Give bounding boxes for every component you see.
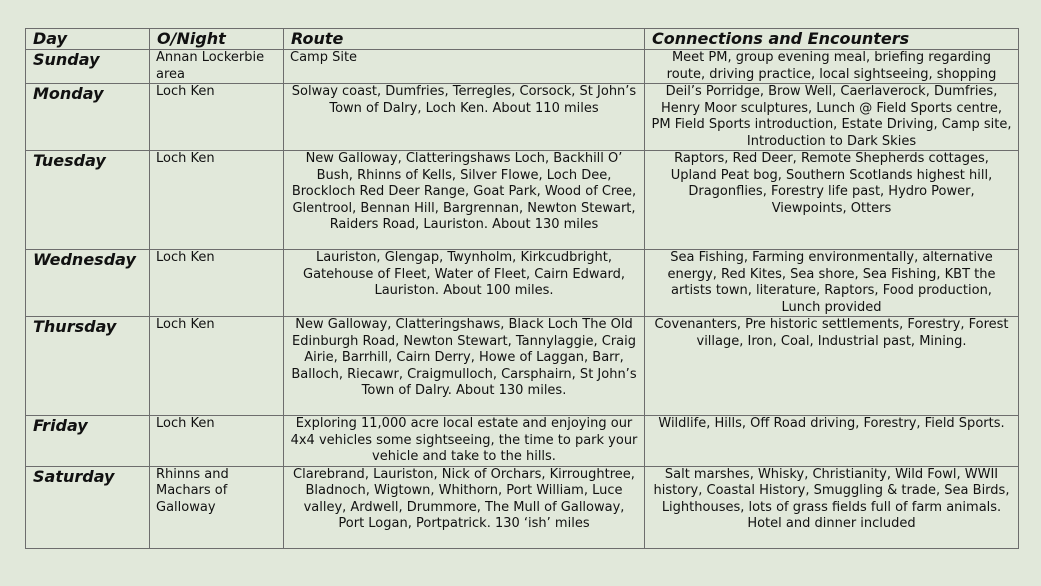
itinerary-table xyxy=(25,28,1019,549)
connections-cell: Salt marshes, Whisky, Christianity, Wild Fowl, WWII history, Coastal History, Smuggling & trade, Sea Birds, Lighthouses, lots of grass fields full of farm animals. Hotel and dinner included xyxy=(645,466,1019,548)
day-cell: Friday xyxy=(26,416,150,467)
day-cell: Sunday xyxy=(26,50,150,84)
day-cell: Monday xyxy=(26,84,150,151)
connections-cell: Covenanters, Pre historic settlements, Forestry, Forest village, Iron, Coal, Industrial past, Mining. xyxy=(645,317,1019,416)
header-route: Route xyxy=(284,29,645,50)
onight-cell: Loch Ken xyxy=(150,416,284,467)
day-cell: Tuesday xyxy=(26,151,150,250)
table-row xyxy=(26,84,1019,151)
route-cell: Camp Site xyxy=(284,50,645,84)
route-cell: Exploring 11,000 acre local estate and enjoying our 4x4 vehicles some sightseeing, the time to park your vehicle and take to the hills. xyxy=(284,416,645,467)
onight-cell: Loch Ken xyxy=(150,84,284,151)
route-cell: Lauriston, Glengap, Twynholm, Kirkcudbright, Gatehouse of Fleet, Water of Fleet, Cairn Edward, Lauriston. About 100 miles. xyxy=(284,250,645,317)
table-row xyxy=(26,50,1019,84)
route-cell: Solway coast, Dumfries, Terregles, Corsock, St John’s Town of Dalry, Loch Ken. About 110 miles xyxy=(284,84,645,151)
table-row xyxy=(26,466,1019,548)
connections-cell: Deil’s Porridge, Brow Well, Caerlaverock, Dumfries, Henry Moor sculptures, Lunch @ Field Sports centre, PM Field Sports introduction, Estate Driving, Camp site, Introduction to Dark Skies xyxy=(645,84,1019,151)
itinerary-table-container xyxy=(25,28,1018,549)
route-cell: New Galloway, Clatteringshaws Loch, Backhill O’ Bush, Rhinns of Kells, Silver Flowe, Loch Dee, Brockloch Red Deer Range, Goat Park, Wood of Cree, Glentrool, Bennan Hill, Bargrennan, Newton Stewart, Raiders Road, Lauriston. About 130 miles xyxy=(284,151,645,250)
connections-cell: Wildlife, Hills, Off Road driving, Forestry, Field Sports. xyxy=(645,416,1019,467)
day-cell: Wednesday xyxy=(26,250,150,317)
connections-cell: Meet PM, group evening meal, briefing regarding route, driving practice, local sightseeing, shopping xyxy=(645,50,1019,84)
table-row xyxy=(26,250,1019,317)
table-row xyxy=(26,416,1019,467)
table-header-row xyxy=(26,29,1019,50)
route-cell: New Galloway, Clatteringshaws, Black Loch The Old Edinburgh Road, Newton Stewart, Tannylaggie, Craig Airie, Barrhill, Cairn Derry, Howe of Laggan, Barr, Balloch, Riecawr, Craigmulloch, Carsphairn, St John’s Town of Dalry. About 130 miles. xyxy=(284,317,645,416)
onight-cell: Loch Ken xyxy=(150,250,284,317)
header-day: Day xyxy=(26,29,150,50)
onight-cell: Rhinns and Machars of Galloway xyxy=(150,466,284,548)
header-onight: O/Night xyxy=(150,29,284,50)
route-cell: Clarebrand, Lauriston, Nick of Orchars, Kirroughtree, Bladnoch, Wigtown, Whithorn, Port William, Luce valley, Ardwell, Drummore, The Mull of Galloway, Port Logan, Portpatrick. 130 ‘ish’ miles xyxy=(284,466,645,548)
onight-cell: Loch Ken xyxy=(150,151,284,250)
table-row xyxy=(26,151,1019,250)
onight-cell: Loch Ken xyxy=(150,317,284,416)
onight-cell: Annan Lockerbie area xyxy=(150,50,284,84)
header-connections: Connections and Encounters xyxy=(645,29,1019,50)
day-cell: Thursday xyxy=(26,317,150,416)
connections-cell: Sea Fishing, Farming environmentally, alternative energy, Red Kites, Sea shore, Sea Fishing, KBT the artists town, literature, Raptors, Food production, Lunch provided xyxy=(645,250,1019,317)
table-row xyxy=(26,317,1019,416)
connections-cell: Raptors, Red Deer, Remote Shepherds cottages, Upland Peat bog, Southern Scotlands highest hill, Dragonflies, Forestry life past, Hydro Power, Viewpoints, Otters xyxy=(645,151,1019,250)
day-cell: Saturday xyxy=(26,466,150,548)
